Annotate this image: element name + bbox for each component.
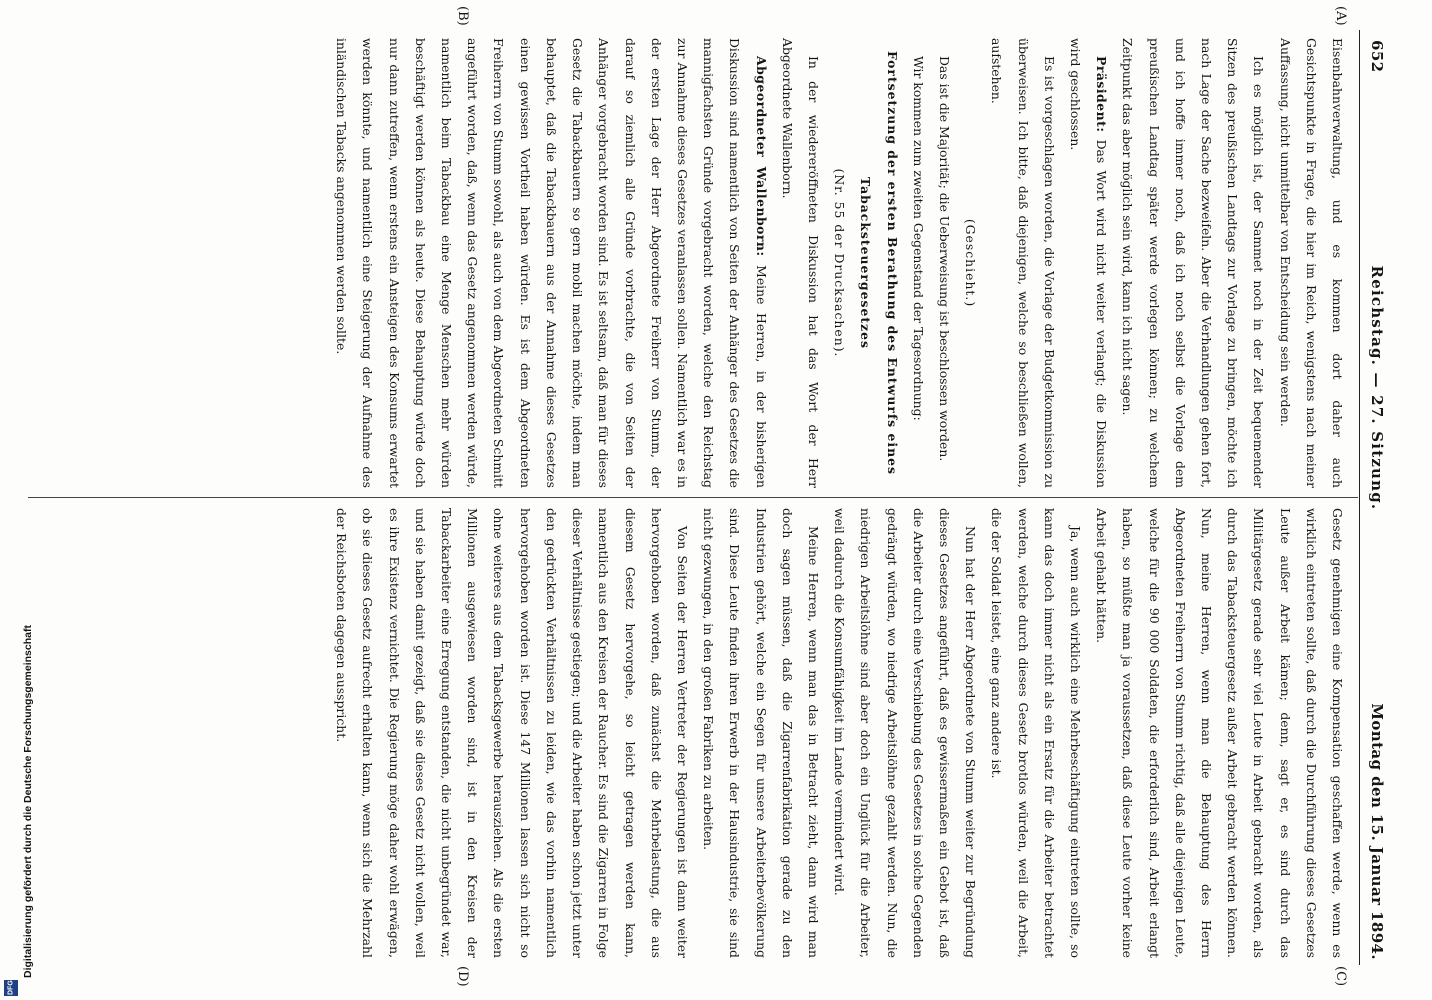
dfg-logo-icon: DFG [4,980,18,996]
speaker-label: Präsident: [1094,56,1110,133]
margin-marker-c: (C) [1333,966,1348,987]
margin-marker-d: (D) [455,966,470,987]
page-number: 652 [1368,40,1386,73]
margin-marker-a: (A) [1333,6,1348,26]
session-date: Montag den 15. Januar 1894. [1368,703,1386,960]
paragraph: In der wiedereröffneten Diskussion hat das Wort der Herr Abgeordnete Wallenborn. [779,38,821,488]
left-column [20,38,1350,488]
paragraph [328,38,773,488]
paragraph: Meine Herren, wenn man das in Betracht zieht, dann wird man doch sagen müssen, daß die Zigarrenfabrikation gerade zu den Industrien gehört, welche ein Segen für unsere Arbeiterbevölkerung sind. Diese Leute finden ihren Erwerb in der Hausindustrie, sie sind nicht gezwungen, in den großen Fabriken zu arbeiten. [701,508,821,958]
paragraph: Es ist vorgeschlagen worden, die Vorlage der Budgetkommission zu überweisen. Ich bitte, daß diejenigen, welche so beschließen wollen, aufstehen. [989,38,1057,488]
column-divider [28,497,1358,498]
stage-direction: (Geschieht.) [963,218,979,308]
paragraph [1062,38,1114,488]
agenda-item-ref: (Nr. 55 der Drucksachen). [832,168,848,358]
paragraph: Eisenbahnverwaltung, und es kommen dort daher auch Gesichtspunkte in Frage, die hier im Reich, wenigstens nach meiner Auffassung, nicht unmittelbar von Entscheidung sein werden. [1277,38,1345,488]
margin-marker-b: (B) [455,6,470,26]
paragraph: Das ist die Majorität; die Ueberweisung ist beschlossen worden. [936,56,952,462]
paragraph: Ja, wenn auch wirklich eine Mehrbeschäftigung eintreten sollte, so kann das doch immer nicht als ein Ersatz für die Arbeiter betrachtet werden, welche durch dieses Gesetz brotlos würden, weil die Arbeit, die der Soldat leistet, eine ganz andere ist. [989,508,1083,958]
session-title: Reichstag. — 27. Sitzung. [1368,265,1386,511]
speech-text: Meine Herren, in der bisherigen Diskussion sind namentlich von Seiten der Anhänger des Gesetzes die mannigfachsten Gründe vorgebracht worden, welche den Reichstag zur Annahme dieses Gesetzes veranlassen sollen. Namentlich war es in der ersten Lage der Herr Abgeordnete Freiherr von Stumm, der darauf so ziemlich alle Gründe vorbrachte, die von Seiten der Anhänger vorgebracht worden sind. Es ist seltsam, daß man für dieses Gesetz die Tabackbauern so gern mobil machen möchte, indem man behauptet, daß die Tabackbauern aus der Annahme dieses Gesetzes einen gewissen Vortheil haben würden. Es ist dem Abgeordneten Freiherrn von Stumm sowohl, als auch von dem Abgeordneten Schmitt angeführt worden, daß, wenn das Gesetz angenommen werden würde, namentlich beim Tabackbau eine Menge Menschen mehr würden beschäftigt werden können als heute. Diese Behauptung würde doch nur dann zutreffen, wenn erstens ein Ansteigen des Konsums erwartet werden könnte, und namentlich eine Steigerung der Aufnahme des inländischen Tabacks angenommen werden sollte. [334,38,769,488]
agenda-item-title: Fortsetzung der ersten Berathung des Entwurfs eines Tabacksteuergesetzes [858,51,900,475]
paragraph: Gesetz genehmigen eine Kompensation geschaffen werde, wenn es wirklich eintreten sollte, daß durch die Durchführung dieses Gesetzes Leute außer Arbeit kämen; denn, sagt er, es sind durch das Militärgesetz gerade sehr viel Leute in Arbeit gebracht worden, als durch das Tabacksteuergesetz außer Arbeit gebracht werden können. Nun, meine Herren, wenn man die Behauptung des Herrn Abgeordneten Freiherrn von Stumm richtig, daß alle diejenigen Leute, welche für die 90 000 Soldaten, die erforderlich sind, Arbeit erlangt haben, so müßte man ja voraussetzen, daß diese Leute vorher keine Arbeit gehabt hätten. [1094,508,1345,958]
paragraph: Wir kommen zum zweiten Gegenstand der Tagesordnung: [910,56,926,421]
speech-text: Das Wort wird nicht weiter verlangt; die Diskussion wird geschlossen. [1067,38,1110,488]
credit-text: Digitalisierung gefördert durch die Deutsche Forschungsgemeinschaft [22,625,34,978]
paragraph: Nun hat der Herr Abgeordnete von Stumm weiter zur Begründung dieses Gesetzes angeführt, daß es gewissermaßen ein Gebot ist, daß die Arbeiter durch eine Verschiebung des Gesetzes in solche Gegenden gedrängt würden, wo niedrige Arbeitslöhne gezahlt werden. Nun, die niedrigen Arbeitslöhne sind aber doch ein Unglück für die Arbeiter, weil dadurch die Konsumfähigkeit im Lande vermindert wird. [832,508,979,958]
paragraph: Von Seiten der Herren Vertreter der Regierungen ist dann weiter hervorgehoben worden, daß zunächst die Mehrbelastung, die aus diesem Gesetz hervorgehe, so leicht getragen werden kann, namentlich aus den Kreisen der Raucher. Es sind die Zigarren in Folge dieser Verhältnisse gestiegen; und die Arbeiter haben schon jetzt unter den gedrückten Verhältnissen zu leiden, wie das vorhin namentlich hervorgehoben worden ist. Diese 147 Millionen lassen sich nicht so ohne weiteres aus dem Tabacksgewerbe herausziehen. Als die ersten Millionen ausgewiesen worden sind, ist in den Kreisen der Tabackarbeiter eine Erregung entstanden, die nicht unbegründet war, und sie haben damit gezeigt, daß sie dieses Gesetz nicht wollen, weil es ihre Existenz vernichtet. Die Regierung möge daher wohl erwägen, ob sie dieses Gesetz aufrecht erhalten kann, wenn sich die Mehrzahl der Reichsboten dagegen ausspricht. [334,508,690,958]
right-column [20,508,1350,958]
paragraph: Ich es möglich ist, der Sammet noch in der Zeit bequemender Sitzen des preußischen Landtags zur Vorlage zu bringen, möchte ich nach Lage der Sache bezweifeln. Aber die Verhandlungen gehen fort, und ich hoffe immer noch, daß ich noch selbst die Vorlage dem preußischen Landtag später werde vorlegen können; zu welchem Zeitpunkt das aber möglich sein wird, kann ich nicht sagen. [1120,38,1267,488]
page-header [1362,40,1392,960]
speaker-label: Abgeordneter Wallenborn: [753,56,769,257]
header-rule [1359,30,1360,965]
digitization-credit [4,0,34,1000]
